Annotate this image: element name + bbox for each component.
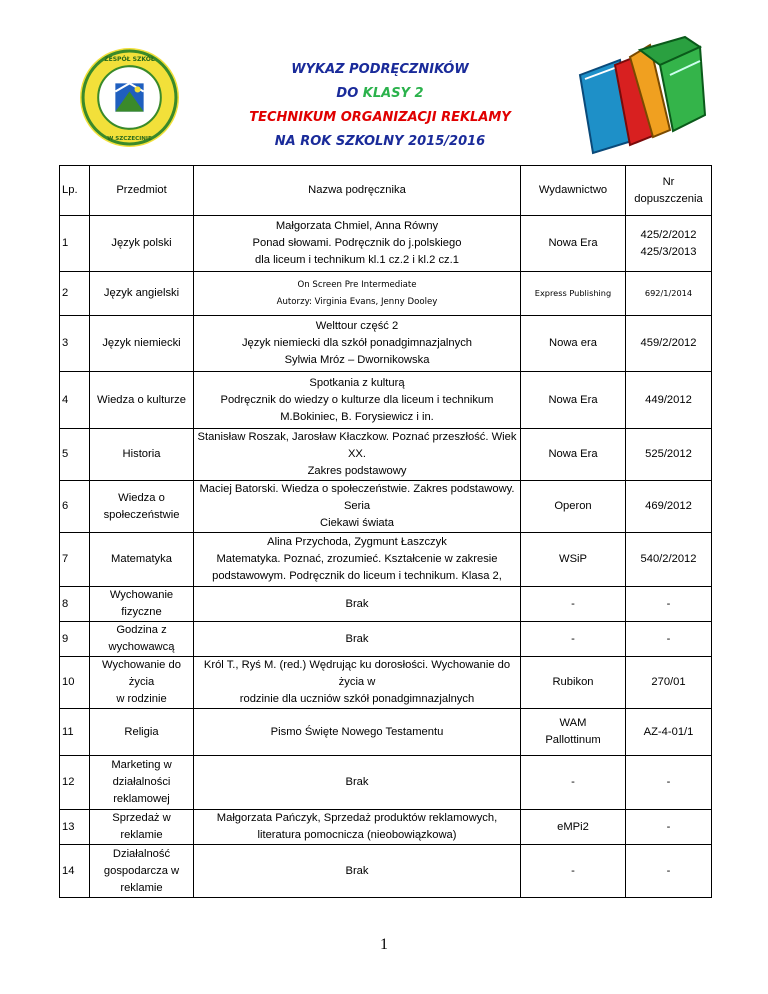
row-publisher-line: Nowa era (549, 337, 597, 349)
table-row (60, 709, 712, 756)
row-subject-line: Działalność (112, 847, 171, 860)
row-subject-line: reklamowej (113, 793, 170, 805)
row-publisher-line: - (571, 597, 575, 610)
row-subject-line: Język polski (111, 237, 172, 249)
row-publisher (521, 709, 626, 756)
table-row (60, 810, 712, 845)
header-publisher: Wydawnictwo (521, 166, 626, 216)
title-line-2-a: DO (336, 86, 359, 101)
document-title (180, 58, 580, 154)
table-row (60, 657, 712, 709)
row-title (194, 481, 521, 533)
row-lp: 11 (60, 709, 90, 756)
row-subject (90, 272, 194, 316)
table-row (60, 845, 712, 898)
row-publisher-line: - (571, 776, 575, 788)
row-number (626, 533, 712, 587)
row-publisher-line: Pallottinum (545, 734, 601, 746)
row-lp: 7 (60, 533, 90, 587)
row-subject (90, 429, 194, 481)
row-lp: 8 (60, 587, 90, 622)
row-title-line: Autorzy: Virginia Evans, Jenny Dooley (276, 296, 438, 307)
row-title-line: On Screen Pre Intermediate (297, 279, 417, 290)
row-subject (90, 845, 194, 898)
row-title-line: Matematyka. Poznać, zrozumieć. Kształcenie w zakresie (216, 553, 498, 565)
row-number-line: - (666, 597, 671, 610)
row-title (194, 316, 521, 372)
row-title-line: Ciekawi świata (320, 517, 394, 529)
row-title-line: Król T., Ryś M. (red.) Wędrując ku dorosłości. Wychowanie do życia w (203, 659, 511, 688)
row-title-line: Pismo Święte Nowego Testamentu (270, 725, 444, 738)
row-publisher-line: Nowa Era (548, 448, 598, 460)
row-title-line: Stanisław Roszak, Jarosław Kłaczkow. Poznać przeszłość. Wiek XX. (197, 431, 517, 460)
row-title-line: rodzinie dla uczniów szkół ponadgimnazjalnych (239, 693, 475, 705)
row-publisher (521, 372, 626, 429)
row-number-line: - (666, 820, 671, 833)
row-title-line: Podręcznik do wiedzy o kulturze dla liceum i technikum (220, 393, 494, 406)
row-title (194, 756, 521, 810)
row-subject-line: Godzina z (116, 624, 167, 636)
row-title (194, 533, 521, 587)
row-number (626, 372, 712, 429)
row-publisher (521, 216, 626, 272)
row-number-line: AZ-4-01/1 (643, 725, 694, 738)
row-number (626, 756, 712, 810)
row-title-line: Małgorzata Pańczyk, Sprzedaż produktów reklamowych, (216, 812, 498, 824)
row-title-line: Alina Przychoda, Zygmunt Łaszczyk (267, 536, 447, 548)
table-row (60, 272, 712, 316)
row-number (626, 810, 712, 845)
title-line-4: NA ROK SZKOLNY 2015/2016 (274, 134, 486, 149)
title-line-2 (180, 82, 580, 106)
row-number (626, 316, 712, 372)
page-number: 1 (380, 936, 388, 953)
header-title: Nazwa podręcznika (194, 166, 521, 216)
row-lp: 1 (60, 216, 90, 272)
svg-text:W SZCZECINIE: W SZCZECINIE (107, 135, 152, 142)
row-lp: 14 (60, 845, 90, 898)
row-subject-line: wychowawcą (108, 641, 175, 653)
row-subject (90, 316, 194, 372)
row-number (626, 709, 712, 756)
row-number (626, 845, 712, 898)
row-title-line: Maciej Batorski. Wiedza o społeczeństwie. Zakres podstawowy. Seria (199, 483, 515, 512)
row-lp: 4 (60, 372, 90, 429)
row-number (626, 481, 712, 533)
row-title-line: Brak (345, 597, 369, 610)
row-title-line: Ponad słowami. Podręcznik do j.polskiego (252, 237, 462, 249)
row-lp: 6 (60, 481, 90, 533)
table-header-row (60, 166, 712, 216)
row-publisher-line: Nowa Era (548, 237, 598, 249)
row-lp: 10 (60, 657, 90, 709)
row-subject-line: Język niemiecki (102, 337, 181, 349)
row-title-line: Małgorzata Chmiel, Anna Równy (275, 220, 439, 232)
row-title (194, 429, 521, 481)
row-subject (90, 372, 194, 429)
row-subject-line: działalności (112, 776, 171, 788)
table-row (60, 316, 712, 372)
row-publisher-line: Rubikon (552, 676, 594, 688)
row-subject (90, 810, 194, 845)
title-line-1: WYKAZ PODRĘCZNIKÓW (291, 62, 469, 77)
row-title-line: Spotkania z kulturą (309, 376, 405, 389)
row-title (194, 845, 521, 898)
row-number (626, 272, 712, 316)
row-number-line: 692/1/2014 (644, 288, 693, 298)
row-publisher-line: Operon (554, 500, 592, 512)
row-subject (90, 622, 194, 657)
row-subject-line: Matematyka (111, 553, 172, 565)
row-title (194, 587, 521, 622)
row-title (194, 709, 521, 756)
row-number-line: - (666, 632, 671, 645)
row-publisher (521, 657, 626, 709)
row-title (194, 622, 521, 657)
row-subject-line: w rodzinie (116, 693, 167, 705)
row-number-line: - (666, 776, 671, 788)
row-publisher-line: - (571, 632, 575, 645)
row-number-line: 425/3/2013 (640, 245, 697, 258)
row-lp: 5 (60, 429, 90, 481)
row-publisher-line: Express Publishing (534, 288, 612, 298)
row-lp: 3 (60, 316, 90, 372)
row-lp: 13 (60, 810, 90, 845)
row-subject-line: społeczeństwie (103, 508, 180, 521)
row-title (194, 216, 521, 272)
row-publisher (521, 272, 626, 316)
row-publisher-line: Nowa Era (548, 393, 598, 406)
row-publisher (521, 481, 626, 533)
row-title-line: Brak (345, 776, 369, 788)
header-subject: Przedmiot (90, 166, 194, 216)
textbook-table (59, 165, 712, 898)
row-number (626, 216, 712, 272)
school-logo (79, 47, 180, 148)
row-title-line: Język niemiecki dla szkół ponadgimnazjalnych (241, 337, 473, 349)
row-publisher-line: WSiP (559, 553, 587, 565)
row-subject-line: Wychowanie fizyczne (109, 589, 174, 618)
header-lp: Lp. (60, 166, 90, 216)
row-number-line: 425/2/2012 (640, 228, 697, 241)
row-subject (90, 216, 194, 272)
books-illustration (575, 35, 710, 155)
row-subject-line: Wiedza o (118, 491, 165, 504)
row-subject-line: Język angielski (103, 287, 180, 299)
row-subject-line: gospodarcza w (103, 864, 180, 877)
row-subject-line: Religia (124, 725, 159, 738)
row-subject (90, 657, 194, 709)
table-row (60, 372, 712, 429)
table-row (60, 429, 712, 481)
table-row (60, 533, 712, 587)
row-publisher (521, 429, 626, 481)
row-number-line: 540/2/2012 (640, 553, 697, 565)
row-publisher (521, 845, 626, 898)
svg-text:ZESPÓŁ SZKÓŁ: ZESPÓŁ SZKÓŁ (104, 56, 155, 64)
row-title-line: Sylwia Mróz – Dwornikowska (284, 354, 430, 366)
row-title (194, 657, 521, 709)
row-subject (90, 709, 194, 756)
row-number (626, 587, 712, 622)
title-line-2-b: KLASY 2 (362, 86, 424, 101)
row-publisher (521, 810, 626, 845)
row-number-line: 449/2012 (645, 393, 692, 406)
row-lp: 9 (60, 622, 90, 657)
row-number-line: 525/2012 (645, 448, 692, 460)
row-title-line: Brak (345, 864, 369, 877)
row-title (194, 372, 521, 429)
row-number (626, 622, 712, 657)
row-subject (90, 533, 194, 587)
row-title-line: Zakres podstawowy (307, 465, 407, 477)
row-title (194, 810, 521, 845)
row-title-line: dla liceum i technikum kl.1 cz.2 i kl.2 cz.1 (255, 254, 459, 266)
row-subject-line: Marketing w (111, 759, 172, 771)
row-title-line: podstawowym. Podręcznik do liceum i technikum. Klasa 2, (212, 570, 502, 582)
row-subject-line: Wiedza o kulturze (97, 393, 186, 406)
row-publisher (521, 587, 626, 622)
row-subject-line: reklamie (120, 881, 163, 894)
row-subject (90, 756, 194, 810)
row-subject-line: Wychowanie do życia (102, 659, 181, 688)
row-title-line: Brak (345, 632, 369, 645)
row-subject-line: Sprzedaż w reklamie (112, 812, 171, 841)
row-number (626, 657, 712, 709)
table-row (60, 481, 712, 533)
table-row (60, 756, 712, 810)
row-title (194, 272, 521, 316)
header-number: Nr dopuszczenia (626, 166, 712, 216)
row-number (626, 429, 712, 481)
row-publisher-line: WAM (559, 717, 587, 729)
table-row (60, 622, 712, 657)
table-row (60, 587, 712, 622)
row-lp: 2 (60, 272, 90, 316)
table-row (60, 216, 712, 272)
row-publisher-line: - (571, 864, 575, 877)
row-title-line: M.Bokiniec, B. Forysiewicz i in. (280, 410, 434, 423)
row-publisher (521, 622, 626, 657)
row-subject (90, 481, 194, 533)
row-number-line: 469/2012 (645, 500, 692, 512)
row-publisher (521, 533, 626, 587)
title-line-3: TECHNIKUM ORGANIZACJI REKLAMY (249, 110, 511, 125)
row-subject-line: Historia (122, 448, 161, 460)
row-number-line: 270/01 (651, 676, 686, 688)
row-publisher (521, 756, 626, 810)
row-title-line: literatura pomocnicza (nieobowiązkowa) (257, 829, 457, 841)
row-number-line: - (666, 864, 671, 877)
row-subject (90, 587, 194, 622)
row-lp: 12 (60, 756, 90, 810)
row-publisher (521, 316, 626, 372)
row-publisher-line: eMPi2 (557, 820, 589, 833)
row-number-line: 459/2/2012 (640, 337, 697, 349)
row-title-line: Welttour część 2 (315, 320, 399, 332)
